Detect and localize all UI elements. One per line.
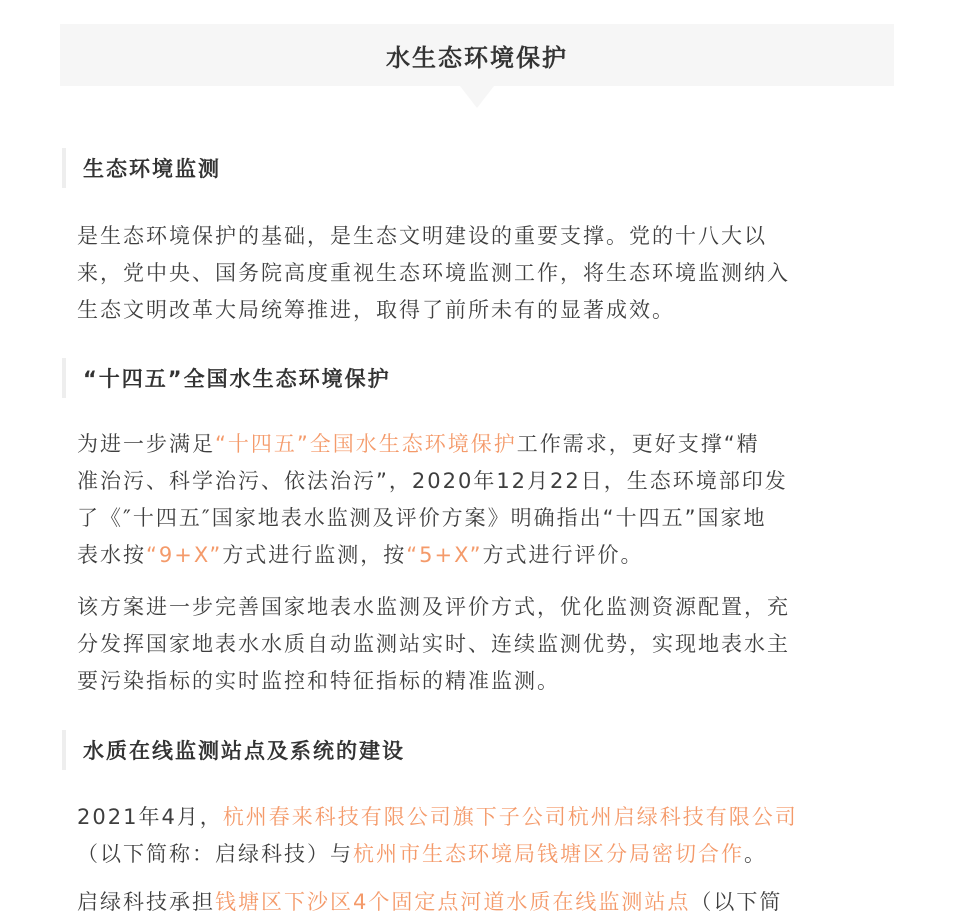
text-line: 来，党中央、国务院高度重视生态环境监测工作，将生态环境监测纳入 [77, 261, 790, 285]
text-segment: 为进一步满足 [77, 432, 215, 456]
text-segment: 2021年4月， [77, 805, 223, 829]
highlight-text: 杭州市生态环境局钱塘区分局密切合作 [353, 842, 744, 866]
text-segment: 启绿科技承担 [77, 890, 215, 914]
text-segment: 工作需求，更好支撑“精 [516, 432, 760, 456]
text-segment: 。 [744, 842, 767, 866]
banner-pointer [460, 86, 494, 108]
text-line: 要污染指标的实时监控和特征指标的精准监测。 [77, 669, 560, 693]
highlight-text: “十四五”全国水生态环境保护 [215, 432, 517, 456]
highlight-text: “9+X” [146, 543, 223, 567]
section-heading-station-construction: 水质在线监测站点及系统的建设 [62, 730, 405, 770]
section-heading-monitoring: 生态环境监测 [62, 148, 221, 188]
text-line: 分发挥国家地表水水质自动监测站实时、连续监测优势，实现地表水主 [77, 632, 790, 656]
text-line: 是生态环境保护的基础，是生态文明建设的重要支撑。党的十八大以 [77, 224, 767, 248]
paragraph-cooperation [77, 799, 897, 873]
title-banner [60, 24, 894, 86]
text-segment: 表水按 [77, 543, 146, 567]
section-heading-14th-five-year: “十四五”全国水生态环境保护 [62, 358, 391, 398]
text-line: 生态文明改革大局统筹推进，取得了前所未有的显著成效。 [77, 298, 675, 322]
text-segment: （以下简 [690, 890, 783, 914]
paragraph-plan-details [77, 589, 897, 700]
text-line: 了《″十四五″国家地表水监测及评价方案》明确指出“十四五”国家地 [77, 506, 767, 530]
paragraph-station-undertaking [77, 884, 897, 921]
highlight-text: “5+X” [406, 543, 483, 567]
text-segment: 方式进行监测，按 [222, 543, 407, 567]
paragraph-14th-five-year-plan [77, 426, 897, 574]
highlight-text: 钱塘区下沙区4个固定点河道水质在线监测站点 [215, 890, 691, 914]
text-segment: （以下简称：启绿科技）与 [77, 842, 353, 866]
text-line: 该方案进一步完善国家地表水监测及评价方式，优化监测资源配置，充 [77, 595, 790, 619]
text-segment: 方式进行评价。 [482, 543, 644, 567]
paragraph-monitoring-intro [77, 218, 897, 329]
highlight-text: 杭州春来科技有限公司旗下子公司杭州启绿科技有限公司 [222, 805, 798, 829]
text-line: 准治污、科学治污、依法治污”，2020年12月22日，生态环境部印发 [77, 469, 788, 493]
page-title: 水生态环境保护 [386, 43, 568, 72]
